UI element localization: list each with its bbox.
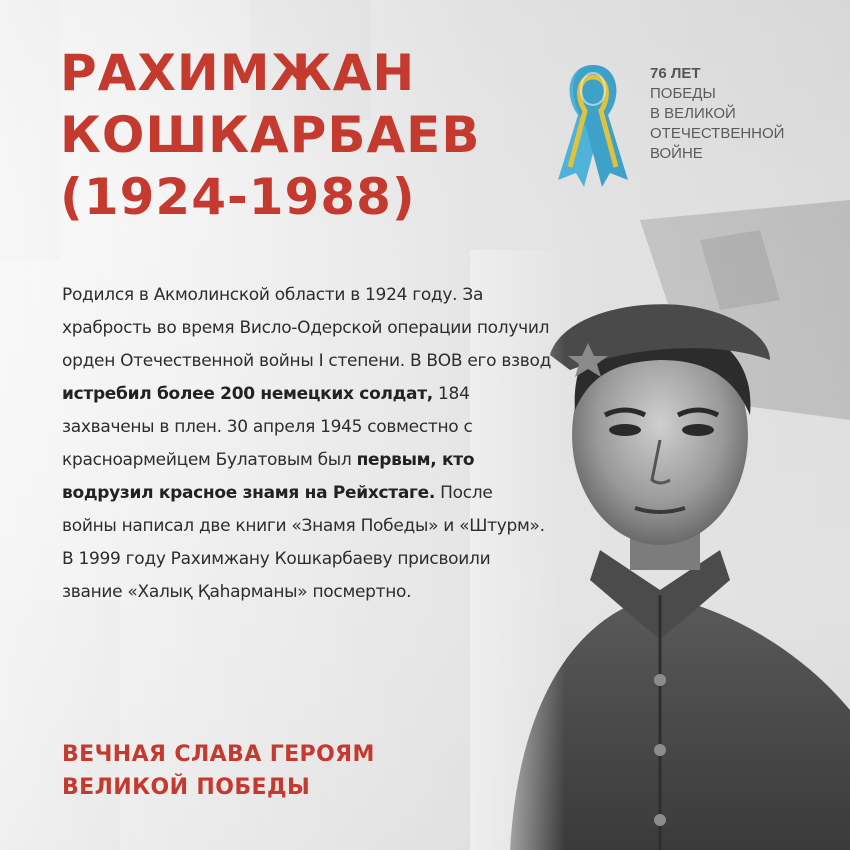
title-years: (1924-1988) xyxy=(60,168,416,226)
slogan-line-2: ВЕЛИКОЙ ПОБЕДЫ xyxy=(62,775,311,800)
glory-slogan xyxy=(62,738,375,804)
memorial-ribbon-icon xyxy=(548,55,638,190)
badge-line-3: В ВЕЛИКОЙ xyxy=(650,105,736,122)
badge-line-4: ОТЕЧЕСТВЕННОЙ xyxy=(650,125,785,142)
slogan-line-1: ВЕЧНАЯ СЛАВА ГЕРОЯМ xyxy=(62,742,375,767)
badge-line-5: ВОЙНЕ xyxy=(650,145,703,162)
bio-bold-2: первым, кто водрузил красное знамя на Рейхстаге. xyxy=(62,450,475,503)
bio-part-1: Родился в Акмолинской области в 1924 году. За храбрость во время Висло-Одерской операции получил орден Отечественной войны I степени. В ВОВ его взвод xyxy=(62,285,552,371)
biography-text xyxy=(62,279,552,609)
title-last-name: КОШКАРБАЕВ xyxy=(60,106,481,164)
hero-name-title xyxy=(60,42,480,228)
badge-years: 76 ЛЕТ xyxy=(650,65,701,82)
anniversary-badge xyxy=(650,64,784,164)
badge-line-2: ПОБЕДЫ xyxy=(650,85,716,102)
title-first-name: РАХИМЖАН xyxy=(60,44,416,102)
bio-bold-1: истребил более 200 немецких солдат, xyxy=(62,384,433,404)
bio-part-3: После войны написал две книги «Знамя Победы» и «Штурм». В 1999 году Рахимжану Кошкарбаеву присвоили звание «Халық Қаһарманы» посмертно. xyxy=(62,483,545,602)
bio-part-2: 184 захвачены в плен. 30 апреля 1945 совместно с красноармейцем Булатовым был xyxy=(62,384,473,470)
